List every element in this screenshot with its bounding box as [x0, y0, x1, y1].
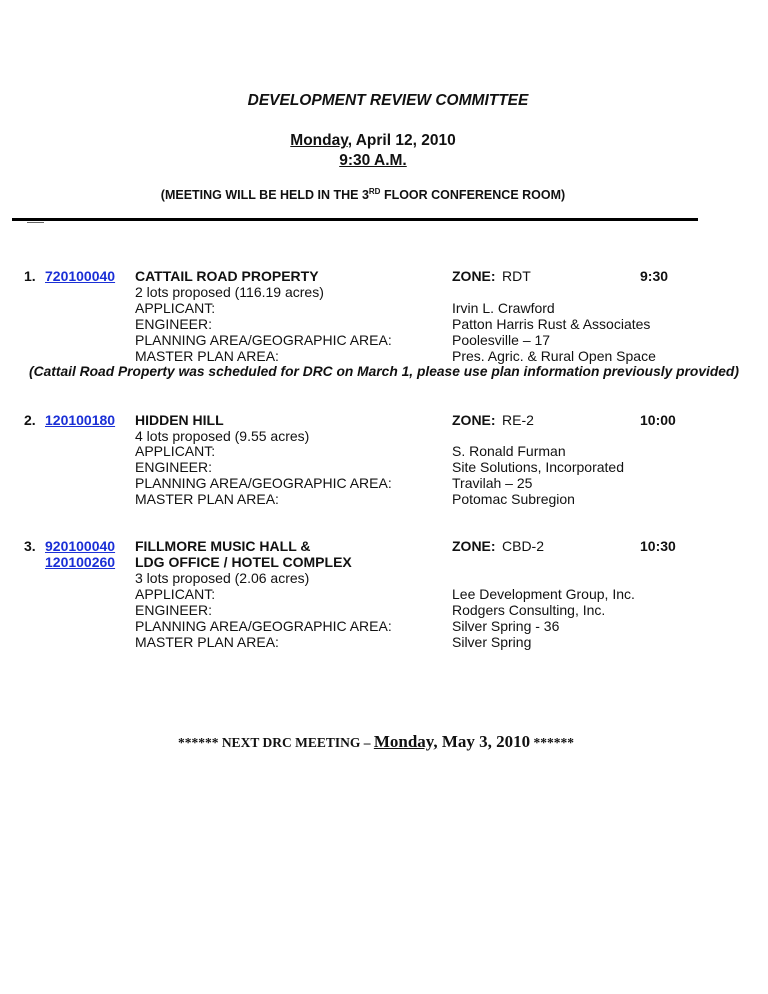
plan-link-720100040[interactable]: 720100040 — [45, 268, 116, 284]
engineer-value: Patton Harris Rust & Associates — [452, 316, 651, 332]
item-remark: (Cattail Road Property was scheduled for DRC on March 1, please use plan information previously provided) — [29, 364, 739, 379]
lots-proposed: 2 lots proposed (116.19 acres) — [135, 284, 324, 300]
applicant-value: Irvin L. Crawford — [452, 300, 555, 316]
applicant-label: APPLICANT: — [135, 300, 216, 316]
zone-label: ZONE: — [452, 538, 496, 554]
item-time: 9:30 — [640, 268, 669, 284]
engineer-value: Site Solutions, Incorporated — [452, 459, 624, 475]
meeting-time-text: 9:30 A.M. — [339, 152, 407, 169]
location-pre: (MEETING WILL BE HELD IN THE 3 — [160, 188, 369, 202]
meeting-location — [0, 187, 726, 203]
meeting-date-rest: , April 12, 2010 — [347, 132, 456, 149]
zone-label: ZONE: — [452, 412, 496, 428]
zone-value: RDT — [502, 268, 531, 284]
plan-link-920100040[interactable]: 920100040 — [45, 538, 116, 554]
planning-area-label: PLANNING AREA/GEOGRAPHIC AREA: — [135, 332, 392, 348]
master-plan-value: Potomac Subregion — [452, 491, 575, 507]
engineer-label: ENGINEER: — [135, 602, 213, 618]
engineer-value: Rodgers Consulting, Inc. — [452, 602, 606, 618]
meeting-date — [0, 132, 746, 150]
footer-prefix: ****** NEXT DRC MEETING – — [177, 735, 374, 750]
plan-link-120100180[interactable]: 120100180 — [45, 412, 116, 428]
master-plan-label: MASTER PLAN AREA: — [135, 491, 279, 507]
header-divider — [12, 218, 698, 221]
item-name-line-2: LDG OFFICE / HOTEL COMPLEX — [135, 554, 352, 570]
zone-label: ZONE: — [452, 268, 496, 284]
planning-area-label: PLANNING AREA/GEOGRAPHIC AREA: — [135, 618, 392, 634]
item-name: CATTAIL ROAD PROPERTY — [135, 268, 319, 284]
divider-mark — [27, 222, 44, 223]
location-post: FLOOR CONFERENCE ROOM) — [380, 188, 566, 202]
planning-area-value: Travilah – 25 — [452, 475, 533, 491]
zone-value: CBD-2 — [502, 538, 545, 554]
item-name: HIDDEN HILL — [135, 412, 224, 428]
master-plan-label: MASTER PLAN AREA: — [135, 348, 279, 364]
footer-suffix: ****** — [530, 735, 575, 750]
zone-value: RE-2 — [502, 412, 534, 428]
footer-date: May 3, 2010 — [437, 732, 531, 751]
master-plan-value: Silver Spring — [452, 634, 532, 650]
master-plan-value: Pres. Agric. & Rural Open Space — [452, 348, 656, 364]
master-plan-label: MASTER PLAN AREA: — [135, 634, 279, 650]
plan-link-120100260[interactable]: 120100260 — [45, 554, 116, 570]
lots-proposed: 4 lots proposed (9.55 acres) — [135, 428, 310, 444]
lots-proposed: 3 lots proposed (2.06 acres) — [135, 570, 310, 586]
item-number: 3. — [24, 538, 36, 554]
footer-day: Monday, — [373, 732, 438, 751]
planning-area-value: Poolesville – 17 — [452, 332, 551, 348]
planning-area-label: PLANNING AREA/GEOGRAPHIC AREA: — [135, 475, 392, 491]
next-meeting-notice — [0, 732, 752, 753]
item-number: 1. — [24, 268, 36, 284]
engineer-label: ENGINEER: — [135, 459, 213, 475]
applicant-label: APPLICANT: — [135, 443, 216, 459]
page-title: DEVELOPMENT REVIEW COMMITTEE — [247, 92, 529, 109]
location-sup: RD — [368, 187, 381, 196]
planning-area-value: Silver Spring - 36 — [452, 618, 560, 634]
applicant-value: Lee Development Group, Inc. — [452, 586, 635, 602]
engineer-label: ENGINEER: — [135, 316, 213, 332]
item-time: 10:30 — [640, 538, 676, 554]
applicant-value: S. Ronald Furman — [452, 443, 566, 459]
applicant-label: APPLICANT: — [135, 586, 216, 602]
item-time: 10:00 — [640, 412, 676, 428]
item-number: 2. — [24, 412, 36, 428]
meeting-time — [0, 152, 746, 170]
item-name: FILLMORE MUSIC HALL & — [135, 538, 311, 554]
meeting-day: Monday — [290, 132, 348, 149]
